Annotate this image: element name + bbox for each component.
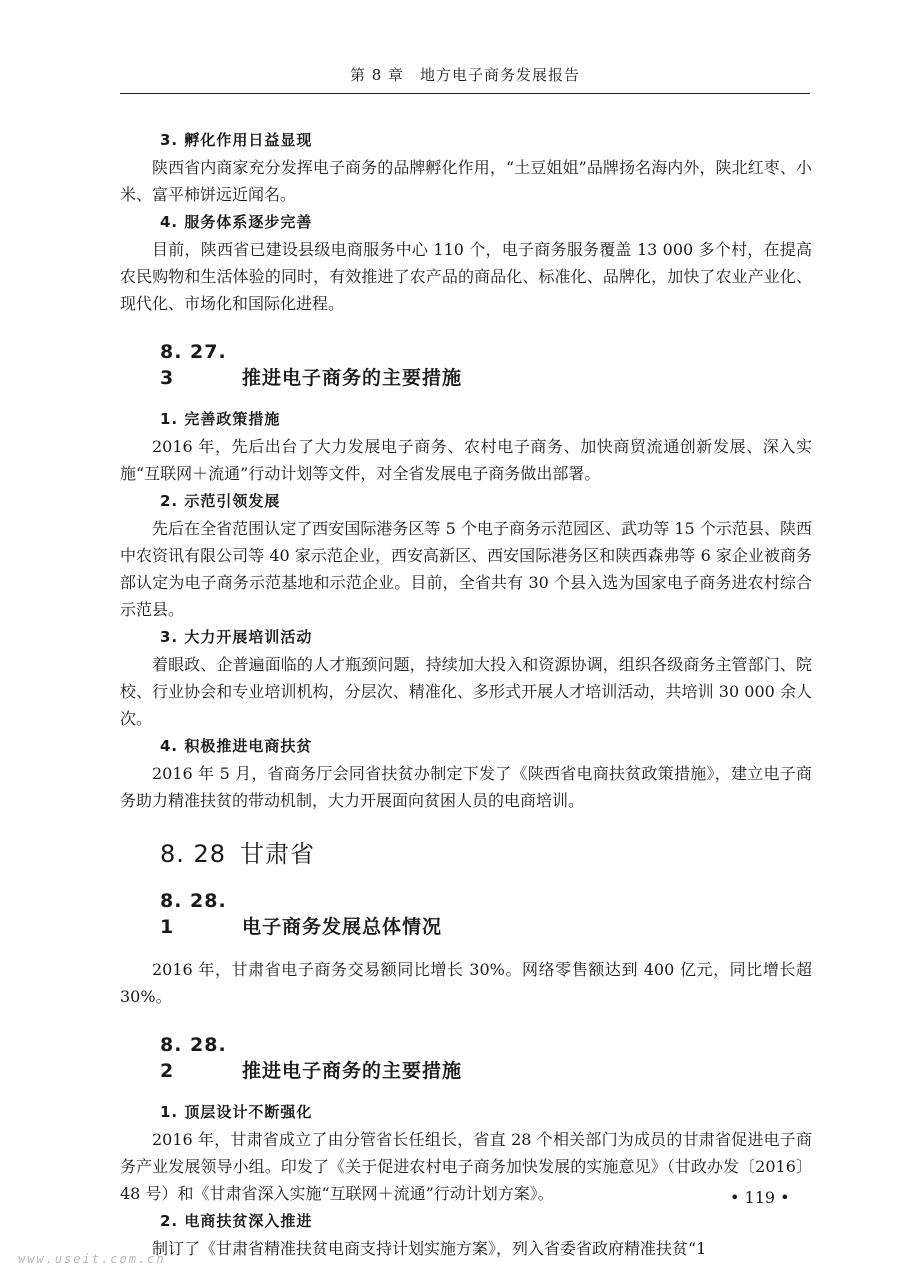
paragraph: 2016 年，甘肃省成立了由分管省长任组长，省直 28 个相关部门为成员的甘肃省促进电子商务产业发展领导小组。印发了《关于促进农村电子商务加快发展的实施意见》（甘政办发〔2016〕48 号）和《甘肃省深入实施“互联网＋流通”行动计划方案》。 <box>120 1130 812 1203</box>
paragraph: 着眼政、企普遍面临的人才瓶颈问题，持续加大投入和资源协调，组织各级商务主管部门、院校、行业协会和专业培训机构，分层次、精准化、多形式开展人才培训活动，共培训 30 000 余人次。 <box>120 655 812 728</box>
paragraph: 2016 年，先后出台了大力发展电子商务、农村电子商务、加快商贸流通创新发展、深入实施“互联网＋流通”行动计划等文件，对全省发展电子商务做出部署。 <box>120 437 812 483</box>
section-title: 推进电子商务的主要措施 <box>242 367 463 389</box>
section-heading <box>160 888 812 940</box>
chapter-section-heading <box>160 838 812 870</box>
page-body <box>120 128 812 1262</box>
watermark-text: www.useit.com.cn <box>18 1252 166 1266</box>
paragraph: 2016 年，甘肃省电子商务交易额同比增长 30%。网络零售额达到 400 亿元，同比增长超 30%。 <box>120 960 812 1006</box>
paragraph: 制订了《甘肃省精准扶贫电商支持计划实施方案》，列入省委省政府精准扶贫“1 <box>152 1239 707 1258</box>
section-title: 推进电子商务的主要措施 <box>242 1060 463 1082</box>
header-rule <box>120 93 810 94</box>
paragraph: 陕西省内商家充分发挥电子商务的品牌孵化作用，“土豆姐姐”品牌扬名海内外，陕北红枣、小米、富平柿饼远近闻名。 <box>120 158 812 204</box>
section-title: 电子商务发展总体情况 <box>242 916 443 938</box>
section-heading <box>160 339 812 391</box>
subheading: 1. 完善政策措施 <box>160 410 281 428</box>
subheading: 1. 顶层设计不断强化 <box>160 1103 313 1121</box>
paragraph: 目前，陕西省已建设县级电商服务中心 110 个，电子商务服务覆盖 13 000 多个村，在提高农民购物和生活体验的同时，有效推进了农产品的商品化、标准化、品牌化，加快了农业产业化、现代化、市场化和国际化进程。 <box>120 240 812 313</box>
subheading: 3. 大力开展培训活动 <box>160 628 313 646</box>
paragraph: 2016 年 5 月，省商务厅会同省扶贫办制定下发了《陕西省电商扶贫政策措施》，建立电子商务助力精准扶贫的带动机制，大力开展面向贫困人员的电商培训。 <box>120 764 812 810</box>
paragraph: 先后在全省范围认定了西安国际港务区等 5 个电子商务示范园区、武功等 15 个示范县、陕西中农资讯有限公司等 40 家示范企业，西安高新区、西安国际港务区和陕西森弗等 6 家企业被商务部认定为电子商务示范基地和示范企业。目前，全省共有 30 个县入选为国家电子商务进农村综合示范县。 <box>120 519 812 619</box>
section-title: 甘肃省 <box>240 840 315 868</box>
section-number: 8. 28. 1 <box>160 890 227 938</box>
subheading: 2. 示范引领发展 <box>160 492 281 510</box>
subheading: 2. 电商扶贫深入推进 <box>160 1212 313 1230</box>
subheading: 4. 服务体系逐步完善 <box>160 213 313 231</box>
page-number: • 119 • <box>730 1188 790 1207</box>
section-number: 8. 28 <box>160 840 227 868</box>
subheading: 3. 孵化作用日益显现 <box>160 131 313 149</box>
section-number: 8. 28. 2 <box>160 1034 227 1082</box>
section-heading <box>160 1032 812 1084</box>
running-header: 第 8 章 地方电子商务发展报告 <box>349 66 581 84</box>
subheading: 4. 积极推进电商扶贫 <box>160 737 313 755</box>
section-number: 8. 27. 3 <box>160 341 227 389</box>
